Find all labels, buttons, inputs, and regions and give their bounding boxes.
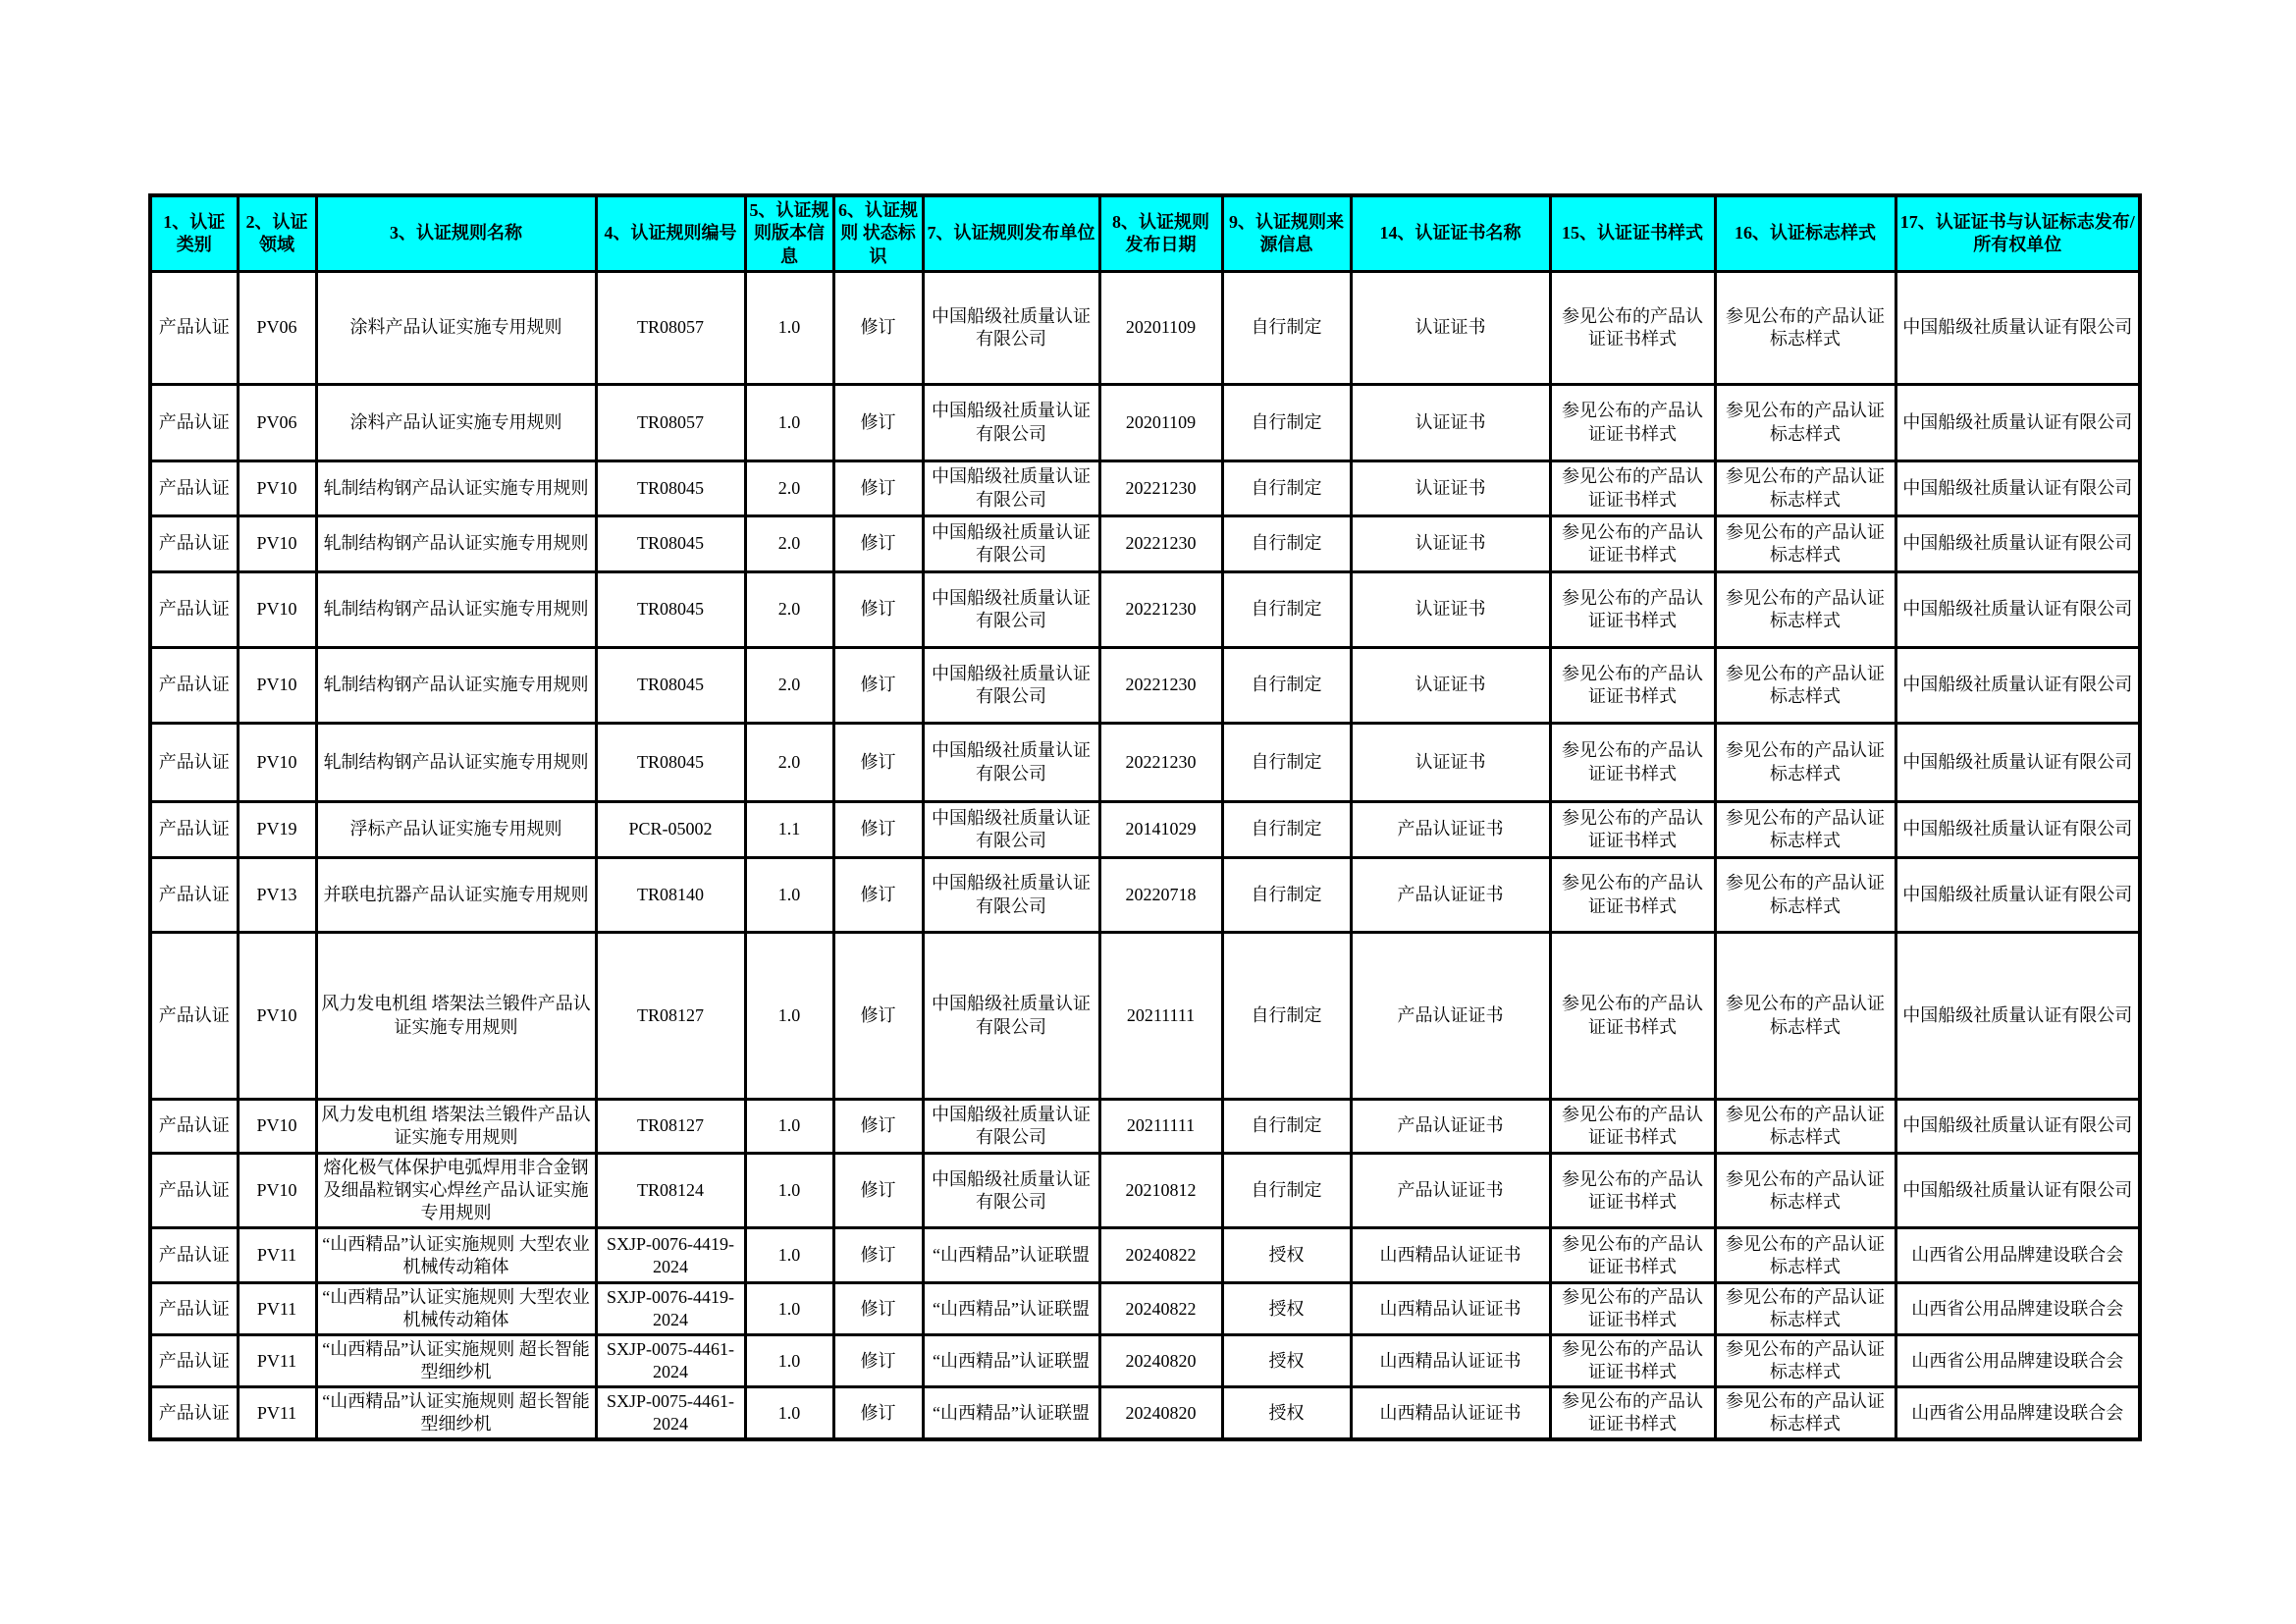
table-cell: 1.0: [745, 1387, 833, 1440]
table-row: [150, 461, 2140, 516]
table-cell: 参见公布的产品认证证书样式: [1550, 1335, 1715, 1387]
table-cell: 中国船级社质量认证有限公司: [923, 724, 1099, 802]
column-header-7: 7、认证规则发布单位: [923, 195, 1099, 272]
table-cell: 1.0: [745, 858, 833, 933]
table-cell: 参见公布的产品认证标志样式: [1715, 1100, 1896, 1154]
table-cell: 产品认证证书: [1351, 858, 1550, 933]
table-cell: “山西精品”认证实施规则 大型农业机械传动箱体: [316, 1228, 596, 1283]
table-cell: 授权: [1222, 1283, 1351, 1335]
table-cell: 修订: [833, 572, 923, 648]
table-cell: TR08124: [596, 1154, 745, 1228]
column-header-5: 5、认证规则版本信息: [745, 195, 833, 272]
header-row: [150, 195, 2140, 272]
table-cell: “山西精品”认证联盟: [923, 1228, 1099, 1283]
table-cell: 参见公布的产品认证证书样式: [1550, 461, 1715, 516]
table-cell: 参见公布的产品认证标志样式: [1715, 572, 1896, 648]
table-cell: TR08045: [596, 516, 745, 572]
table-cell: 修订: [833, 648, 923, 724]
table-cell: 授权: [1222, 1387, 1351, 1440]
table-cell: PV06: [238, 385, 316, 461]
table-cell: TR08057: [596, 385, 745, 461]
table-cell: PV10: [238, 933, 316, 1100]
table-cell: 修订: [833, 385, 923, 461]
table-cell: 中国船级社质量认证有限公司: [1896, 1154, 2140, 1228]
table-cell: 中国船级社质量认证有限公司: [1896, 802, 2140, 858]
table-cell: 参见公布的产品认证证书样式: [1550, 516, 1715, 572]
table-cell: 产品认证: [150, 461, 238, 516]
table-cell: 参见公布的产品认证证书样式: [1550, 724, 1715, 802]
table-cell: 山西精品认证证书: [1351, 1335, 1550, 1387]
table-cell: TR08140: [596, 858, 745, 933]
table-cell: 20240822: [1099, 1228, 1222, 1283]
table-cell: PV10: [238, 461, 316, 516]
table-cell: 自行制定: [1222, 1100, 1351, 1154]
table-cell: PV06: [238, 272, 316, 385]
table-cell: 20221230: [1099, 572, 1222, 648]
table-cell: TR08057: [596, 272, 745, 385]
table-cell: 20240820: [1099, 1387, 1222, 1440]
table-row: [150, 572, 2140, 648]
table-cell: TR08127: [596, 933, 745, 1100]
table-cell: 产品认证: [150, 572, 238, 648]
table-cell: 参见公布的产品认证证书样式: [1550, 648, 1715, 724]
table-cell: 20220718: [1099, 858, 1222, 933]
table-row: [150, 1100, 2140, 1154]
table-cell: 参见公布的产品认证证书样式: [1550, 1154, 1715, 1228]
table-cell: 参见公布的产品认证标志样式: [1715, 933, 1896, 1100]
certification-rules-table: [148, 193, 2142, 1441]
table-cell: 中国船级社质量认证有限公司: [923, 272, 1099, 385]
table-cell: 浮标产品认证实施专用规则: [316, 802, 596, 858]
table-row: [150, 1335, 2140, 1387]
table-cell: 20221230: [1099, 461, 1222, 516]
table-cell: 2.0: [745, 572, 833, 648]
table-cell: 20240822: [1099, 1283, 1222, 1335]
table-cell: 中国船级社质量认证有限公司: [1896, 572, 2140, 648]
table-cell: 自行制定: [1222, 461, 1351, 516]
table-cell: 1.0: [745, 385, 833, 461]
table-cell: 中国船级社质量认证有限公司: [1896, 724, 2140, 802]
table-cell: “山西精品”认证实施规则 大型农业机械传动箱体: [316, 1283, 596, 1335]
table-cell: 中国船级社质量认证有限公司: [923, 1100, 1099, 1154]
table-cell: 中国船级社质量认证有限公司: [1896, 1100, 2140, 1154]
table-cell: TR08045: [596, 572, 745, 648]
table-cell: 自行制定: [1222, 572, 1351, 648]
table-cell: 20211111: [1099, 1100, 1222, 1154]
table-cell: 风力发电机组 塔架法兰锻件产品认证实施专用规则: [316, 1100, 596, 1154]
table-cell: PV11: [238, 1283, 316, 1335]
table-cell: PV10: [238, 1100, 316, 1154]
table-cell: 山西精品认证证书: [1351, 1283, 1550, 1335]
table-cell: TR08045: [596, 648, 745, 724]
table-cell: PV10: [238, 724, 316, 802]
table-cell: 参见公布的产品认证标志样式: [1715, 1335, 1896, 1387]
table-cell: PV11: [238, 1387, 316, 1440]
column-header-6: 6、认证规则 状态标识: [833, 195, 923, 272]
table-cell: 中国船级社质量认证有限公司: [923, 572, 1099, 648]
table-cell: 参见公布的产品认证证书样式: [1550, 933, 1715, 1100]
table-cell: 产品认证: [150, 1228, 238, 1283]
table-cell: “山西精品”认证联盟: [923, 1387, 1099, 1440]
column-header-8: 8、认证规则发布日期: [1099, 195, 1222, 272]
table-cell: SXJP-0075-4461-2024: [596, 1335, 745, 1387]
table-cell: 熔化极气体保护电弧焊用非合金钢及细晶粒钢实心焊丝产品认证实施专用规则: [316, 1154, 596, 1228]
table-cell: 20221230: [1099, 516, 1222, 572]
table-cell: 自行制定: [1222, 385, 1351, 461]
table-cell: 修订: [833, 1387, 923, 1440]
table-cell: 参见公布的产品认证证书样式: [1550, 802, 1715, 858]
table-cell: 修订: [833, 516, 923, 572]
table-cell: 中国船级社质量认证有限公司: [1896, 385, 2140, 461]
table-row: [150, 516, 2140, 572]
table-cell: PV13: [238, 858, 316, 933]
table-cell: 涂料产品认证实施专用规则: [316, 272, 596, 385]
table-cell: 产品认证: [150, 1283, 238, 1335]
table-cell: PV10: [238, 1154, 316, 1228]
table-cell: 中国船级社质量认证有限公司: [1896, 272, 2140, 385]
table-cell: 中国船级社质量认证有限公司: [923, 1154, 1099, 1228]
table-cell: 产品认证证书: [1351, 933, 1550, 1100]
table-cell: PV10: [238, 516, 316, 572]
table-cell: 认证证书: [1351, 572, 1550, 648]
table-cell: 产品认证: [150, 1387, 238, 1440]
table-cell: 产品认证: [150, 802, 238, 858]
table-cell: 山西省公用品牌建设联合会: [1896, 1228, 2140, 1283]
table-cell: 山西省公用品牌建设联合会: [1896, 1335, 2140, 1387]
table-cell: 参见公布的产品认证证书样式: [1550, 572, 1715, 648]
table-cell: 中国船级社质量认证有限公司: [923, 933, 1099, 1100]
table-cell: 中国船级社质量认证有限公司: [923, 858, 1099, 933]
table-row: [150, 1387, 2140, 1440]
table-cell: 1.0: [745, 933, 833, 1100]
column-header-2: 2、认证领域: [238, 195, 316, 272]
table-body: [150, 272, 2140, 1440]
table-cell: 认证证书: [1351, 516, 1550, 572]
column-header-10: 14、认证证书名称: [1351, 195, 1550, 272]
table-cell: 中国船级社质量认证有限公司: [1896, 933, 2140, 1100]
table-cell: 修订: [833, 933, 923, 1100]
table-cell: 自行制定: [1222, 1154, 1351, 1228]
table-cell: “山西精品”认证实施规则 超长智能型细纱机: [316, 1335, 596, 1387]
table-cell: 2.0: [745, 724, 833, 802]
table-row: [150, 1283, 2140, 1335]
column-header-1: 1、认证类别: [150, 195, 238, 272]
column-header-9: 9、认证规则来源信息: [1222, 195, 1351, 272]
table-cell: 中国船级社质量认证有限公司: [923, 802, 1099, 858]
table-row: [150, 858, 2140, 933]
table-cell: 产品认证: [150, 724, 238, 802]
table-cell: 认证证书: [1351, 385, 1550, 461]
table-cell: “山西精品”认证联盟: [923, 1283, 1099, 1335]
table-cell: 参见公布的产品认证标志样式: [1715, 385, 1896, 461]
table-row: [150, 724, 2140, 802]
table-cell: 轧制结构钢产品认证实施专用规则: [316, 572, 596, 648]
table-cell: “山西精品”认证联盟: [923, 1335, 1099, 1387]
table-cell: 自行制定: [1222, 272, 1351, 385]
table-cell: PV11: [238, 1335, 316, 1387]
table-cell: 认证证书: [1351, 272, 1550, 385]
table-cell: 20221230: [1099, 724, 1222, 802]
table-row: [150, 933, 2140, 1100]
table-cell: 2.0: [745, 516, 833, 572]
table-cell: 修订: [833, 724, 923, 802]
table-cell: 修订: [833, 461, 923, 516]
table-cell: 20210812: [1099, 1154, 1222, 1228]
table-cell: PV10: [238, 572, 316, 648]
table-cell: 产品认证证书: [1351, 1154, 1550, 1228]
table-cell: SXJP-0075-4461-2024: [596, 1387, 745, 1440]
table-cell: 参见公布的产品认证标志样式: [1715, 1228, 1896, 1283]
table-cell: 修订: [833, 1100, 923, 1154]
table-cell: 自行制定: [1222, 802, 1351, 858]
table-cell: 参见公布的产品认证标志样式: [1715, 1283, 1896, 1335]
table-cell: 参见公布的产品认证标志样式: [1715, 858, 1896, 933]
table-cell: PV10: [238, 648, 316, 724]
table-cell: 中国船级社质量认证有限公司: [923, 461, 1099, 516]
table-cell: 中国船级社质量认证有限公司: [1896, 648, 2140, 724]
table-cell: 产品认证: [150, 1100, 238, 1154]
table-cell: 轧制结构钢产品认证实施专用规则: [316, 516, 596, 572]
column-header-3: 3、认证规则名称: [316, 195, 596, 272]
table-cell: 20211111: [1099, 933, 1222, 1100]
table-cell: 中国船级社质量认证有限公司: [923, 516, 1099, 572]
table-cell: 修订: [833, 1335, 923, 1387]
table-cell: 轧制结构钢产品认证实施专用规则: [316, 724, 596, 802]
table-cell: 参见公布的产品认证证书样式: [1550, 1283, 1715, 1335]
table-cell: 中国船级社质量认证有限公司: [923, 385, 1099, 461]
table-cell: 参见公布的产品认证标志样式: [1715, 648, 1896, 724]
table-cell: TR08045: [596, 461, 745, 516]
table-row: [150, 1228, 2140, 1283]
table-row: [150, 1154, 2140, 1228]
table-cell: TR08045: [596, 724, 745, 802]
table-cell: 产品认证: [150, 272, 238, 385]
table-cell: 授权: [1222, 1228, 1351, 1283]
table-cell: 自行制定: [1222, 933, 1351, 1100]
table-cell: 修订: [833, 1228, 923, 1283]
table-cell: 参见公布的产品认证标志样式: [1715, 272, 1896, 385]
table-cell: 中国船级社质量认证有限公司: [1896, 461, 2140, 516]
table-cell: 参见公布的产品认证证书样式: [1550, 385, 1715, 461]
table-cell: 轧制结构钢产品认证实施专用规则: [316, 461, 596, 516]
column-header-13: 17、认证证书与认证标志发布/所有权单位: [1896, 195, 2140, 272]
table-cell: 认证证书: [1351, 648, 1550, 724]
table-cell: 涂料产品认证实施专用规则: [316, 385, 596, 461]
table-cell: 参见公布的产品认证证书样式: [1550, 1387, 1715, 1440]
table-cell: 1.0: [745, 1283, 833, 1335]
table-cell: 20221230: [1099, 648, 1222, 724]
table-cell: 参见公布的产品认证证书样式: [1550, 272, 1715, 385]
table-cell: 1.1: [745, 802, 833, 858]
table-cell: 修订: [833, 858, 923, 933]
table-cell: 自行制定: [1222, 516, 1351, 572]
table-cell: 产品认证: [150, 516, 238, 572]
column-header-4: 4、认证规则编号: [596, 195, 745, 272]
table-cell: SXJP-0076-4419-2024: [596, 1283, 745, 1335]
table-cell: 认证证书: [1351, 461, 1550, 516]
table-cell: 2.0: [745, 461, 833, 516]
table-cell: 1.0: [745, 1335, 833, 1387]
table-cell: PV11: [238, 1228, 316, 1283]
table-cell: 山西精品认证证书: [1351, 1387, 1550, 1440]
table-cell: 20201109: [1099, 385, 1222, 461]
table-cell: 山西精品认证证书: [1351, 1228, 1550, 1283]
table-cell: 1.0: [745, 1100, 833, 1154]
table-cell: 20201109: [1099, 272, 1222, 385]
table-cell: 并联电抗器产品认证实施专用规则: [316, 858, 596, 933]
table-cell: 2.0: [745, 648, 833, 724]
table-cell: 中国船级社质量认证有限公司: [923, 648, 1099, 724]
table-cell: 产品认证: [150, 1154, 238, 1228]
table-cell: 认证证书: [1351, 724, 1550, 802]
table-cell: 产品认证: [150, 1335, 238, 1387]
table-cell: 20240820: [1099, 1335, 1222, 1387]
table-cell: 产品认证证书: [1351, 1100, 1550, 1154]
table-cell: PV19: [238, 802, 316, 858]
table-cell: 风力发电机组 塔架法兰锻件产品认证实施专用规则: [316, 933, 596, 1100]
table-cell: 参见公布的产品认证证书样式: [1550, 858, 1715, 933]
table-row: [150, 802, 2140, 858]
table-cell: 产品认证证书: [1351, 802, 1550, 858]
table-cell: 参见公布的产品认证标志样式: [1715, 516, 1896, 572]
table-cell: 产品认证: [150, 385, 238, 461]
column-header-11: 15、认证证书样式: [1550, 195, 1715, 272]
table-cell: 参见公布的产品认证标志样式: [1715, 724, 1896, 802]
table-cell: 修订: [833, 272, 923, 385]
table-cell: 自行制定: [1222, 648, 1351, 724]
table-cell: PCR-05002: [596, 802, 745, 858]
table-cell: 产品认证: [150, 648, 238, 724]
table-cell: 1.0: [745, 1228, 833, 1283]
table-cell: 山西省公用品牌建设联合会: [1896, 1387, 2140, 1440]
table-cell: 修订: [833, 802, 923, 858]
table-cell: 自行制定: [1222, 858, 1351, 933]
table-cell: 20141029: [1099, 802, 1222, 858]
table-cell: 参见公布的产品认证标志样式: [1715, 1154, 1896, 1228]
table-row: [150, 385, 2140, 461]
table-cell: 自行制定: [1222, 724, 1351, 802]
table-cell: 1.0: [745, 1154, 833, 1228]
table-cell: SXJP-0076-4419-2024: [596, 1228, 745, 1283]
table-cell: 中国船级社质量认证有限公司: [1896, 516, 2140, 572]
table-cell: 产品认证: [150, 933, 238, 1100]
table-cell: 中国船级社质量认证有限公司: [1896, 858, 2140, 933]
column-header-12: 16、认证标志样式: [1715, 195, 1896, 272]
table-cell: 参见公布的产品认证标志样式: [1715, 1387, 1896, 1440]
table-cell: 授权: [1222, 1335, 1351, 1387]
table-cell: 参见公布的产品认证证书样式: [1550, 1228, 1715, 1283]
table-row: [150, 272, 2140, 385]
table-cell: 修订: [833, 1154, 923, 1228]
table-cell: 山西省公用品牌建设联合会: [1896, 1283, 2140, 1335]
table-cell: 参见公布的产品认证标志样式: [1715, 802, 1896, 858]
table-cell: 参见公布的产品认证证书样式: [1550, 1100, 1715, 1154]
table-cell: 轧制结构钢产品认证实施专用规则: [316, 648, 596, 724]
table-cell: 产品认证: [150, 858, 238, 933]
table-cell: 1.0: [745, 272, 833, 385]
table-cell: 修订: [833, 1283, 923, 1335]
table-cell: TR08127: [596, 1100, 745, 1154]
table-row: [150, 648, 2140, 724]
table-cell: 参见公布的产品认证标志样式: [1715, 461, 1896, 516]
table-cell: “山西精品”认证实施规则 超长智能型细纱机: [316, 1387, 596, 1440]
